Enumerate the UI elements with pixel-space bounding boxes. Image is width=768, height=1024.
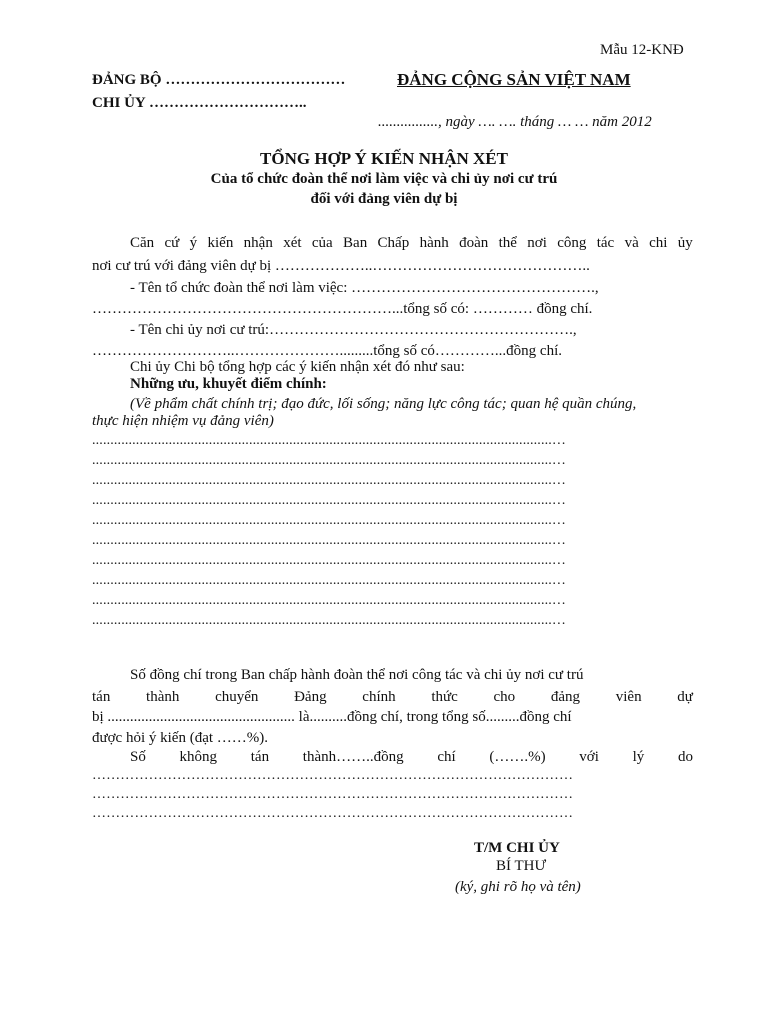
dang-bo-label: ĐẢNG BỘ ……………………………… xyxy=(92,72,346,88)
form-code: Mẫu 12-KNĐ xyxy=(600,42,684,58)
against-word: (…….%) xyxy=(489,749,546,765)
summary-intro: Chi ủy Chi bộ tổng hợp các ý kiến nhận xét đó như sau: xyxy=(130,359,465,375)
against-word: với xyxy=(579,749,599,765)
vote-word: chính xyxy=(362,689,396,705)
paragraph-word: Ban xyxy=(343,235,368,251)
comment-line: ..............................................................................................................................… xyxy=(92,473,567,488)
against-word: thành……..đồng xyxy=(302,749,404,765)
paragraph-word: nhận xyxy=(243,235,273,251)
paragraph-word: cứ xyxy=(164,235,180,251)
paragraph-word: và xyxy=(624,235,639,251)
paragraph-line-2: nơi cư trú với đảng viên dự bị ………………..…………………………………….. xyxy=(92,258,590,274)
paragraph-word: thể xyxy=(498,235,517,251)
against-word: Số xyxy=(130,749,146,765)
comment-line: ..............................................................................................................................… xyxy=(92,493,567,508)
residence-name-line: - Tên chi ủy nơi cư trú:……………………………………………………., xyxy=(130,322,577,338)
vote-word: chuyển xyxy=(215,689,259,705)
comment-line: ..............................................................................................................................… xyxy=(92,593,567,608)
paragraph-word: Căn xyxy=(130,235,155,251)
paragraph-word: đoàn xyxy=(459,235,489,251)
paragraph-line-1 xyxy=(130,235,693,252)
paragraph-word: ý xyxy=(189,235,198,251)
comment-line: ..............................................................................................................................… xyxy=(92,553,567,568)
vote-word: dự xyxy=(677,689,693,705)
chi-uy-label: CHI ỦY ………………………….. xyxy=(92,95,307,111)
against-word: không xyxy=(179,749,218,765)
vote-word: thức xyxy=(431,689,458,705)
reason-line: ………………………………………………………………………………………… xyxy=(92,806,574,821)
comment-line: ..............................................................................................................................… xyxy=(92,433,567,448)
vote-line-3: bị .................................................. là..........đồng chí, trong tổng số.........đồng chí xyxy=(92,709,572,725)
reason-line: ………………………………………………………………………………………… xyxy=(92,787,574,802)
comment-line: ..............................................................................................................................… xyxy=(92,613,567,628)
signature-note: (ký, ghi rõ họ và tên) xyxy=(455,879,581,895)
vote-word: tán xyxy=(92,689,111,705)
vote-line-4: được hỏi ý kiến (đạt ……%). xyxy=(92,730,269,746)
comment-line: ..............................................................................................................................… xyxy=(92,513,567,528)
residence-total-line: ………………………..………………….........tổng số có…………...đồng chí. xyxy=(92,343,562,359)
paragraph-word: công xyxy=(557,235,587,251)
vote-word: thành xyxy=(146,689,180,705)
comment-line: ..............................................................................................................................… xyxy=(92,453,567,468)
paragraph-word: kiến xyxy=(207,235,234,251)
org-total-line: ……………………………………………………...tổng số có: ………… đồng chí. xyxy=(92,301,593,317)
paragraph-word: hành xyxy=(419,235,449,251)
page-title: TỔNG HỢP Ý KIẾN NHẬN XÉT xyxy=(260,149,508,168)
paragraph-word: Chấp xyxy=(377,235,410,251)
paragraph-word: nơi xyxy=(527,235,547,251)
against-word: lý xyxy=(632,749,645,765)
vote-line-1: Số đồng chí trong Ban chấp hành đoàn thể nơi công tác và chi ủy nơi cư trú xyxy=(130,667,584,683)
reason-line: ………………………………………………………………………………………… xyxy=(92,768,574,783)
against-word: tán xyxy=(250,749,270,765)
paragraph-word: xét xyxy=(283,235,302,251)
page-subtitle-2: đối với đảng viên dự bị xyxy=(310,191,458,207)
signature-title: T/M CHI ỦY xyxy=(474,840,560,856)
against-word: do xyxy=(677,749,693,765)
paragraph-word: tác xyxy=(596,235,615,251)
strengths-hint-1: (Về phẩm chất chính trị; đạo đức, lối sống; năng lực công tác; quan hệ quần chúng, xyxy=(130,396,637,412)
against-word: chí xyxy=(437,749,456,765)
strengths-hint-2: thực hiện nhiệm vụ đảng viên) xyxy=(92,413,274,429)
vote-line-2 xyxy=(92,689,693,706)
paragraph-word: ủy xyxy=(677,235,693,251)
vote-word: cho xyxy=(493,689,516,705)
paragraph-word: của xyxy=(311,235,333,251)
vote-word: Đảng xyxy=(294,689,327,705)
paragraph-word: chi xyxy=(649,235,668,251)
vote-word: đảng xyxy=(550,689,581,705)
date-line: ................, ngày …. …. tháng … … năm 2012 xyxy=(378,114,652,130)
vote-word: viên xyxy=(615,689,642,705)
party-name: ĐẢNG CỘNG SẢN VIỆT NAM xyxy=(397,70,631,89)
org-name-line: - Tên tổ chức đoàn thể nơi làm việc: …………………………………………., xyxy=(130,280,599,296)
against-line xyxy=(130,749,693,766)
signature-role: BÍ THƯ xyxy=(496,858,547,874)
page-subtitle-1: Của tổ chức đoàn thể nơi làm việc và chi ủy nơi cư trú xyxy=(210,171,558,187)
comment-line: ..............................................................................................................................… xyxy=(92,573,567,588)
comment-line: ..............................................................................................................................… xyxy=(92,533,567,548)
strengths-heading: Những ưu, khuyết điểm chính: xyxy=(130,376,327,392)
